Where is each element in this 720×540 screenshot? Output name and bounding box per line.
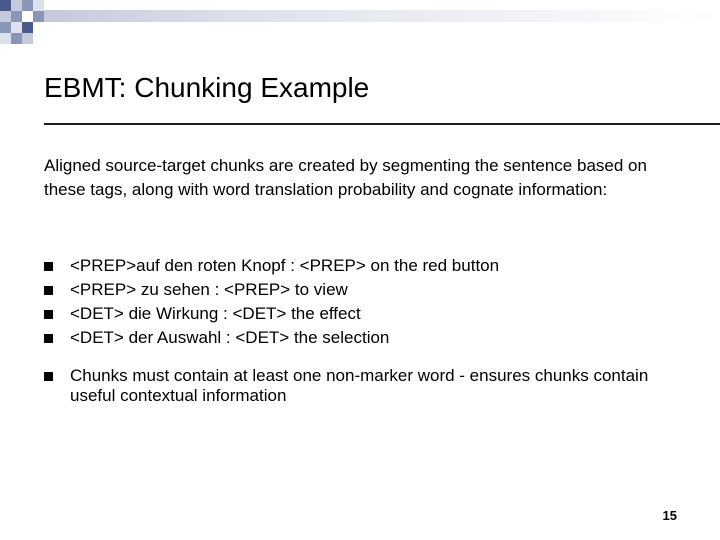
deco-square [22, 0, 33, 11]
example-chunk-text: <PREP>auf den roten Knopf : <PREP> on the red button [70, 256, 500, 275]
example-chunk-text: <DET> der Auswahl : <DET> the selection [70, 328, 390, 347]
example-chunk-text: <DET> die Wirkung : <DET> the effect [70, 304, 361, 323]
square-bullet-icon [44, 334, 53, 343]
title-underline-rule [44, 123, 720, 125]
deco-square [11, 0, 22, 11]
list-item [44, 302, 684, 326]
deco-square [22, 11, 33, 22]
chunk-rule-note: Chunks must contain at least one non-marker word - ensures chunks contain useful contextual information [70, 366, 649, 405]
header-checker-decoration [0, 0, 720, 44]
page-number: 15 [662, 508, 677, 523]
deco-square [11, 33, 22, 44]
deco-square [0, 22, 11, 33]
bullet-list [44, 254, 684, 406]
list-item [44, 366, 684, 406]
slide-title: EBMT: Chunking Example [44, 72, 370, 103]
deco-square [22, 22, 33, 33]
deco-square [33, 0, 44, 11]
list-item [44, 254, 684, 278]
deco-square [22, 33, 33, 44]
header-fade-bar [0, 10, 720, 22]
deco-square [0, 33, 11, 44]
deco-square [0, 11, 11, 22]
square-bullet-icon [44, 372, 53, 381]
deco-square [11, 11, 22, 22]
square-bullet-icon [44, 262, 53, 271]
list-item [44, 326, 684, 350]
deco-square [0, 0, 11, 11]
deco-square [33, 11, 44, 22]
example-chunk-text: <PREP> zu sehen : <PREP> to view [70, 280, 348, 299]
square-bullet-icon [44, 286, 53, 295]
square-bullet-icon [44, 310, 53, 319]
list-item [44, 278, 684, 302]
deco-square [11, 22, 22, 33]
intro-paragraph: Aligned source-target chunks are created by segmenting the sentence based on these tags, along with word translation probability and cognate information: [44, 156, 647, 199]
